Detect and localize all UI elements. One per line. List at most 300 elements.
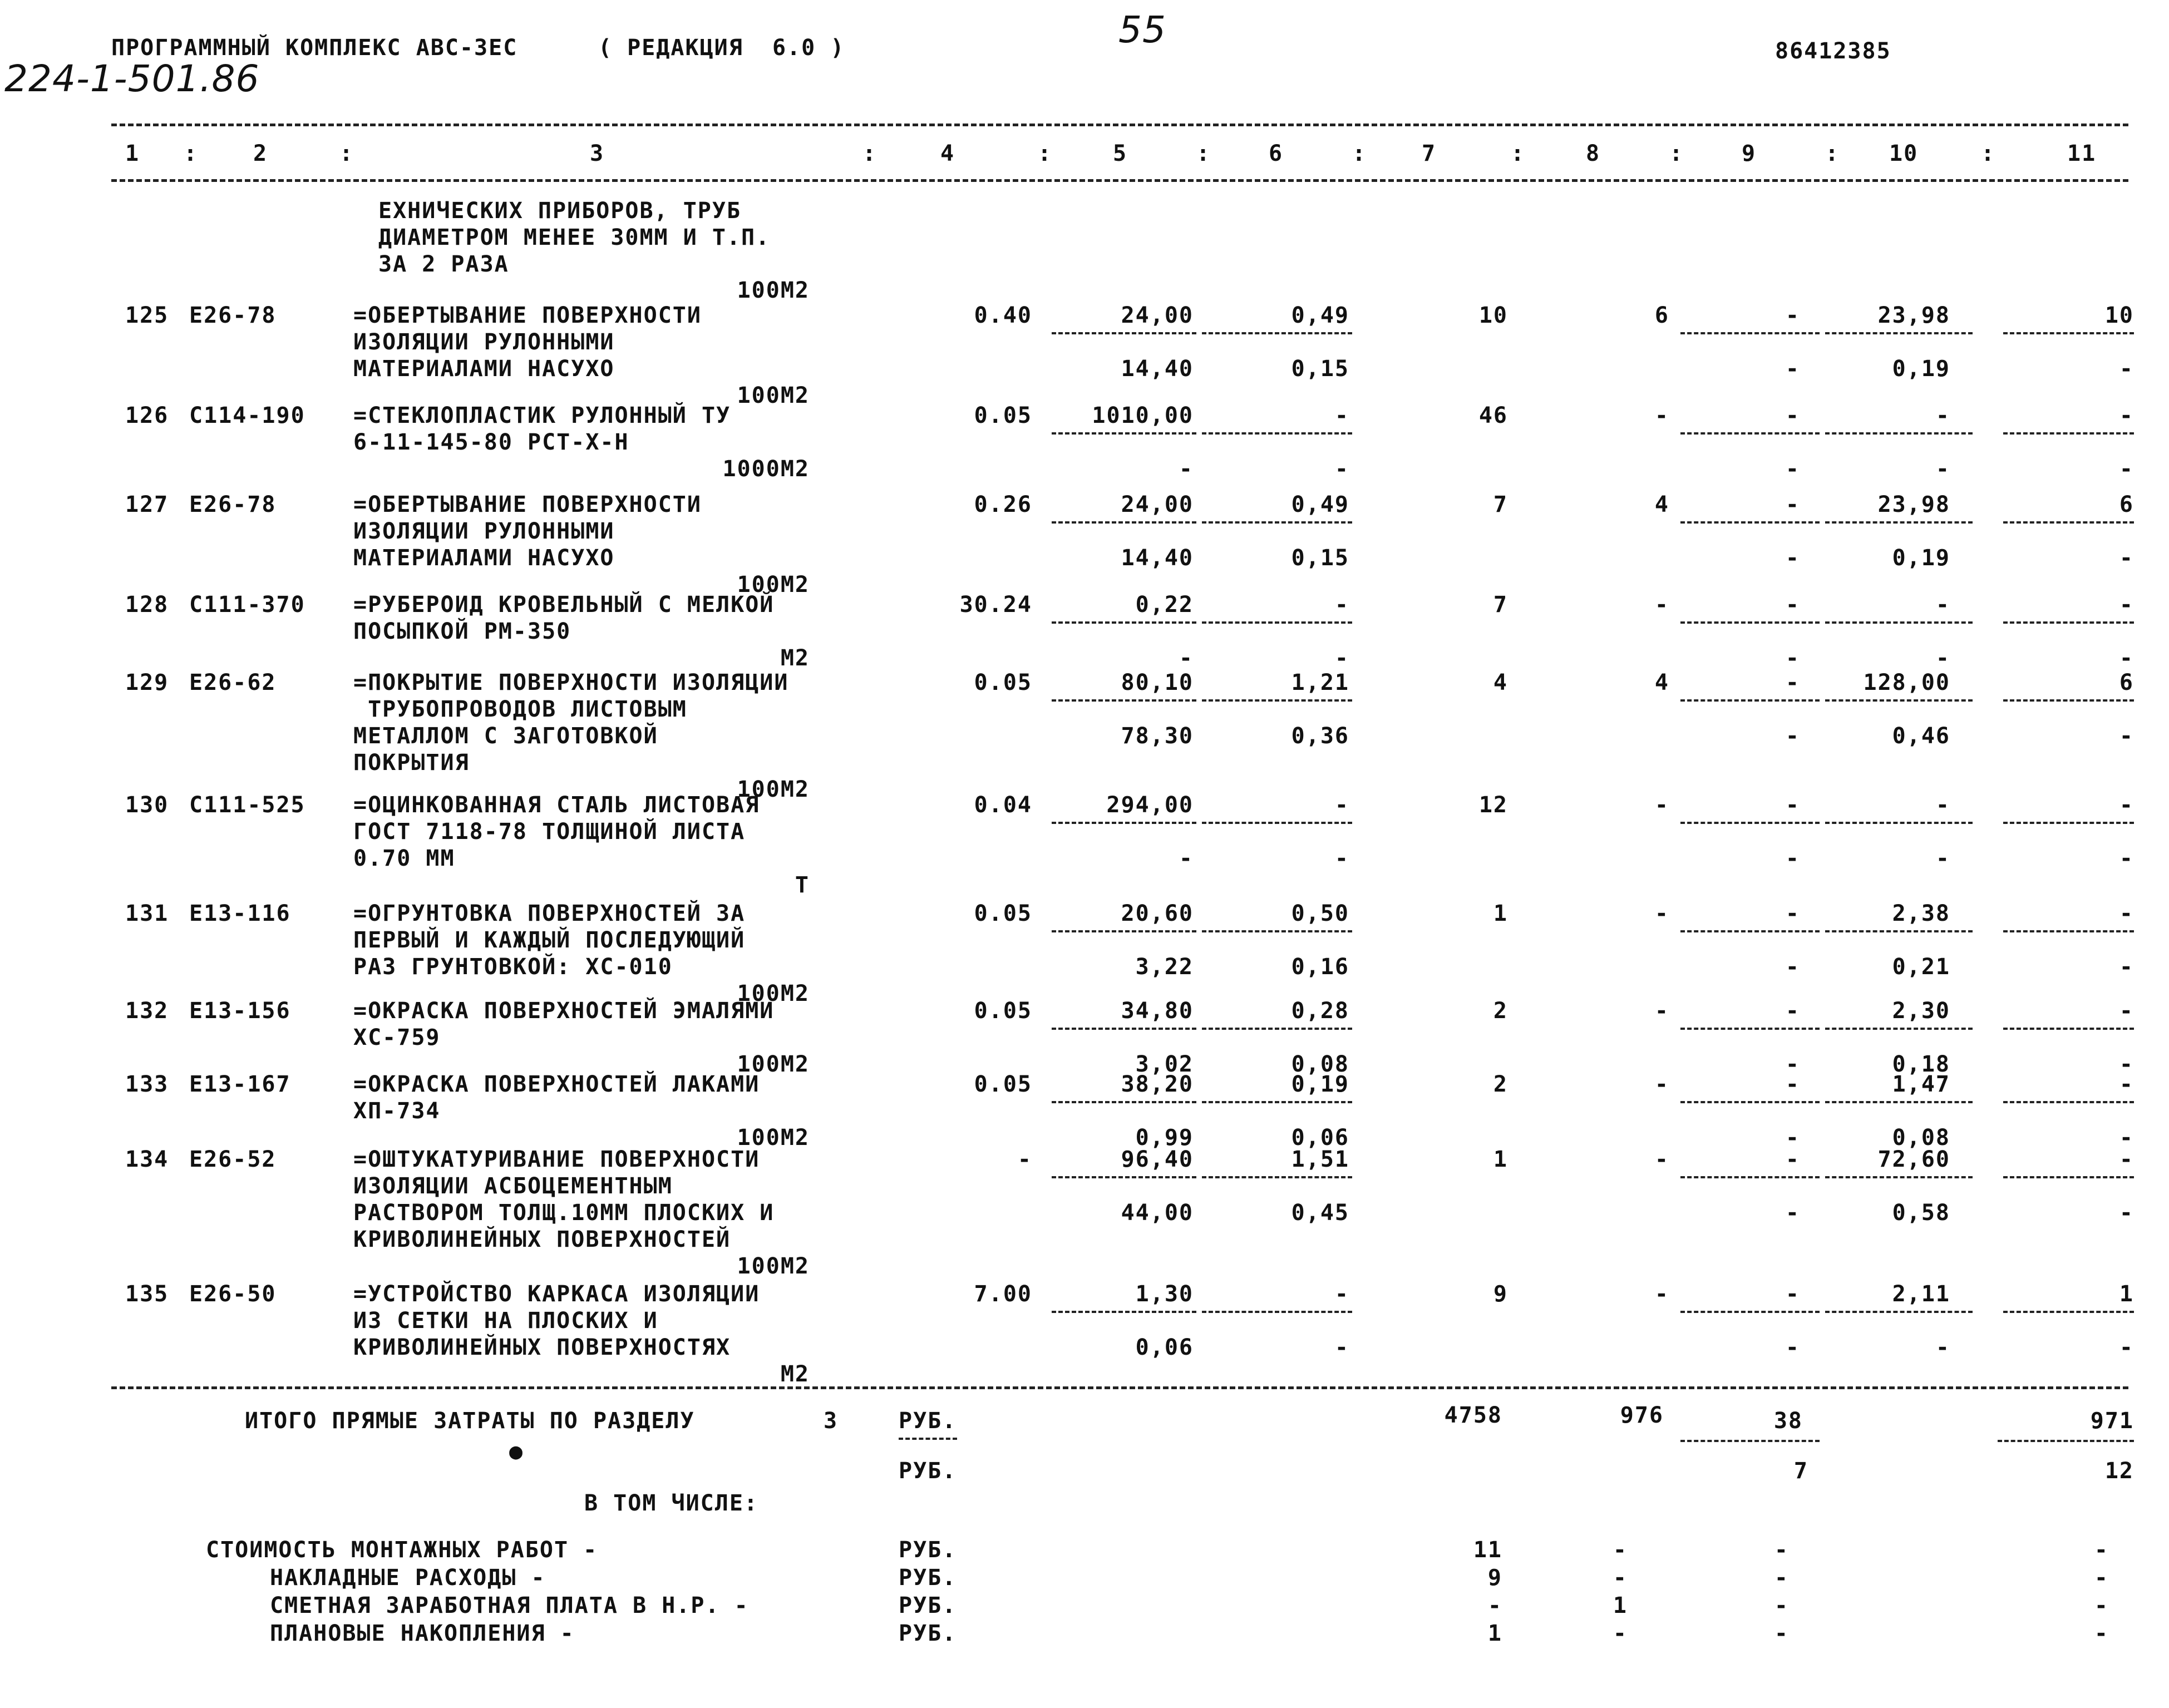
row-unit: 100М2: [737, 383, 810, 408]
row-unit: 100М2: [737, 1125, 810, 1151]
row-description: МАТЕРИАЛАМИ НАСУХО: [353, 545, 615, 571]
sub-separator: [1202, 1311, 1352, 1313]
breakdown-col11: -: [2094, 1537, 2109, 1563]
sub-separator: [1680, 1028, 1820, 1030]
col11-sub-value: -: [2119, 846, 2134, 871]
col5-sub-value: 0,06: [1135, 1335, 1194, 1360]
breakdown-label: ПЛАНОВЫЕ НАКОПЛЕНИЯ -: [270, 1621, 575, 1646]
column-separator: :: [1511, 141, 1526, 166]
column-separator: :: [1196, 141, 1211, 166]
col9-sub-value: -: [1785, 1200, 1800, 1226]
sub-separator: [1052, 1101, 1196, 1103]
sub-separator: [1202, 621, 1352, 624]
col8-value: -: [1654, 403, 1669, 428]
sub-separator: [1998, 1440, 2134, 1442]
breakdown-col9: -: [1774, 1537, 1789, 1563]
col4-value: 0.26: [974, 492, 1032, 517]
col8-value: -: [1654, 1281, 1669, 1307]
column-number: 4: [940, 141, 955, 166]
column-separator: :: [862, 141, 878, 166]
row-description: ПЕРВЫЙ И КАЖДЫЙ ПОСЛЕДУЮЩИЙ: [353, 927, 746, 953]
col10-sub-value: 0,46: [1892, 723, 1950, 749]
breakdown-col7: 9: [1487, 1565, 1502, 1591]
col4-value: 0.05: [974, 998, 1032, 1024]
col9-value: -: [1785, 792, 1800, 818]
col5-value: 80,10: [1121, 670, 1194, 695]
sub-separator: [1052, 699, 1196, 702]
col10-value: 2,38: [1892, 901, 1950, 926]
col11-sub-value: -: [2119, 954, 2134, 980]
col10-sub-value: -: [1935, 1335, 1950, 1360]
breakdown-col8: -: [1613, 1565, 1628, 1591]
col11-value: 6: [2119, 492, 2134, 517]
col7-value: 10: [1478, 303, 1508, 328]
sub-separator: [1052, 332, 1196, 334]
sub-separator: [1202, 432, 1352, 435]
row-description: КРИВОЛИНЕЙНЫХ ПОВЕРХНОСТЯХ: [353, 1335, 731, 1360]
row-number: 135: [125, 1281, 169, 1307]
sub-separator: [1825, 1176, 1973, 1178]
row-description: =ОКРАСКА ПОВЕРХНОСТЕЙ ЛАКАМИ: [353, 1072, 760, 1097]
col10-sub-value: 0,19: [1892, 545, 1950, 571]
sub-separator: [2003, 822, 2134, 824]
column-separator: :: [1669, 141, 1684, 166]
col11-sub-value: -: [2119, 1125, 2134, 1151]
row-description: ПОСЫПКОЙ РМ-350: [353, 619, 571, 644]
col4-value: 7.00: [974, 1281, 1032, 1307]
sub-separator: [1052, 1028, 1196, 1030]
row-description: =ПОКРЫТИЕ ПОВЕРХНОСТИ ИЗОЛЯЦИИ: [353, 670, 789, 695]
sub-separator: [1680, 1176, 1820, 1178]
column-number: 5: [1113, 141, 1128, 166]
col6-sub-value: 0,15: [1291, 545, 1349, 571]
sub-separator: [1202, 822, 1352, 824]
col9-value: -: [1785, 492, 1800, 517]
column-number: 2: [253, 141, 268, 166]
col10-value: 23,98: [1877, 492, 1950, 517]
col6-sub-value: -: [1334, 645, 1349, 671]
col8-value: -: [1654, 998, 1669, 1024]
row-number: 131: [125, 901, 169, 926]
col11-sub-value: -: [2119, 456, 2134, 482]
row-number: 128: [125, 592, 169, 618]
row-description: =ОКРАСКА ПОВЕРХНОСТЕЙ ЭМАЛЯМИ: [353, 998, 775, 1024]
col11-value: 10: [2104, 303, 2134, 328]
column-number: 9: [1742, 141, 1757, 166]
row-description: ХС-759: [353, 1025, 441, 1050]
sub-separator: [2003, 332, 2134, 334]
sub-separator: [1825, 432, 1973, 435]
breakdown-col9: -: [1774, 1565, 1789, 1591]
row-code: Е13-167: [189, 1072, 291, 1097]
totals-section: 3: [824, 1408, 839, 1434]
col10-value: 2,11: [1892, 1281, 1950, 1307]
col9-sub-value: -: [1785, 456, 1800, 482]
breakdown-col11: -: [2094, 1593, 2109, 1618]
row-number: 130: [125, 792, 169, 818]
col4-value: 0.40: [974, 303, 1032, 328]
breakdown-col7: -: [1487, 1593, 1502, 1618]
row-code: С111-370: [189, 592, 305, 618]
col5-value: 34,80: [1121, 998, 1194, 1024]
col10-sub-value: -: [1935, 645, 1950, 671]
col7-value: 2: [1493, 1072, 1508, 1097]
col5-sub-value: 3,02: [1135, 1052, 1194, 1077]
col11-sub-value: -: [2119, 723, 2134, 749]
totals-col11: 971: [2090, 1408, 2134, 1434]
col6-value: 0,49: [1291, 492, 1349, 517]
col5-value: 20,60: [1121, 901, 1194, 926]
sub-separator: [1202, 521, 1352, 524]
col8-value: -: [1654, 592, 1669, 618]
col4-value: -: [1017, 1147, 1032, 1172]
row-number: 133: [125, 1072, 169, 1097]
col10-sub-value: 0,58: [1892, 1200, 1950, 1226]
row-description: =ОШТУКАТУРИВАНИЕ ПОВЕРХНОСТИ: [353, 1147, 760, 1172]
row-unit: 100М2: [737, 981, 810, 1006]
sub-separator: [1202, 1101, 1352, 1103]
row-number: 125: [125, 303, 169, 328]
row-description: =ОБЕРТЫВАНИЕ ПОВЕРХНОСТИ: [353, 492, 702, 517]
col8-value: 6: [1654, 303, 1669, 328]
sub-separator: [1825, 521, 1973, 524]
col10-value: 2,30: [1892, 998, 1950, 1024]
col10-sub-value: 0,19: [1892, 356, 1950, 382]
col4-value: 0.05: [974, 1072, 1032, 1097]
sub-separator: [1825, 1311, 1973, 1313]
row-unit: 100М2: [737, 777, 810, 802]
col5-sub-value: 14,40: [1121, 356, 1194, 382]
row-description: ИЗ СЕТКИ НА ПЛОСКИХ И: [353, 1308, 658, 1334]
row-code: Е13-116: [189, 901, 291, 926]
sub-separator: [1052, 621, 1196, 624]
sub-separator: [2003, 699, 2134, 702]
column-separator: :: [1825, 141, 1840, 166]
sub-separator: [1680, 432, 1820, 435]
totals-col9: 38: [1773, 1408, 1803, 1434]
row-number: 129: [125, 670, 169, 695]
row-unit: М2: [780, 645, 810, 671]
row-description: МЕТАЛЛОМ С ЗАГОТОВКОЙ: [353, 723, 658, 749]
col7-value: 7: [1493, 492, 1508, 517]
sub-separator: [1052, 930, 1196, 932]
col11-value: -: [2119, 901, 2134, 926]
sub-separator: [1825, 930, 1973, 932]
sub-separator: [1202, 1176, 1352, 1178]
column-number: 11: [2067, 141, 2097, 166]
sub-separator: [1202, 1028, 1352, 1030]
col4-value: 0.04: [974, 792, 1032, 818]
row-code: Е26-78: [189, 303, 277, 328]
breakdown-label: СМЕТНАЯ ЗАРАБОТНАЯ ПЛАТА В Н.Р. -: [270, 1593, 749, 1618]
col10-value: -: [1935, 403, 1950, 428]
row-number: 134: [125, 1147, 169, 1172]
totals-unit: РУБ.: [899, 1408, 957, 1434]
totals-unit-2: РУБ.: [899, 1458, 957, 1484]
sub-separator: [1680, 1440, 1820, 1442]
col6-sub-value: 0,15: [1291, 356, 1349, 382]
including-label: В ТОМ ЧИСЛЕ:: [584, 1490, 758, 1516]
col5-sub-value: -: [1179, 456, 1194, 482]
row-unit: Т: [795, 872, 810, 898]
breakdown-col9: -: [1774, 1621, 1789, 1646]
col5-value: 0,22: [1135, 592, 1194, 618]
col6-sub-value: 0,36: [1291, 723, 1349, 749]
row-unit: 100М2: [737, 1052, 810, 1077]
col10-sub-value: -: [1935, 456, 1950, 482]
row-description: ПОКРЫТИЯ: [353, 750, 470, 776]
breakdown-unit: РУБ.: [899, 1621, 957, 1646]
row-number: 127: [125, 492, 169, 517]
sub-separator: [1680, 521, 1820, 524]
col7-value: 7: [1493, 592, 1508, 618]
row-code: Е26-50: [189, 1281, 277, 1307]
totals-col7: 4758: [1444, 1403, 1502, 1428]
sub-separator: [1825, 1101, 1973, 1103]
row-code: С114-190: [189, 403, 305, 428]
col11-sub-value: -: [2119, 645, 2134, 671]
breakdown-unit: РУБ.: [899, 1593, 957, 1618]
col10-value: 1,47: [1892, 1072, 1950, 1097]
col6-value: 0,28: [1291, 998, 1349, 1024]
col9-sub-value: -: [1785, 356, 1800, 382]
breakdown-label: НАКЛАДНЫЕ РАСХОДЫ -: [270, 1565, 546, 1591]
row-code: Е26-52: [189, 1147, 277, 1172]
carry-over-unit: 100М2: [737, 278, 810, 303]
sub-separator: [1825, 621, 1973, 624]
totals-col9-sub: 7: [1793, 1458, 1808, 1484]
row-description: =УСТРОЙСТВО КАРКАСА ИЗОЛЯЦИИ: [353, 1281, 760, 1307]
col11-value: -: [2119, 592, 2134, 618]
breakdown-col7: 1: [1487, 1621, 1502, 1646]
row-description: =РУБЕРОИД КРОВЕЛЬНЫЙ С МЕЛКОЙ: [353, 592, 775, 618]
totals-col11-sub: 12: [2104, 1458, 2134, 1484]
sub-separator: [1052, 1311, 1196, 1313]
col9-sub-value: -: [1785, 1335, 1800, 1360]
sub-separator: [1052, 432, 1196, 435]
sub-separator: [2003, 1101, 2134, 1103]
sub-separator: [1680, 332, 1820, 334]
row-description: МАТЕРИАЛАМИ НАСУХО: [353, 356, 615, 382]
program-title: ПРОГРАММНЫЙ КОМПЛЕКС АВС-ЗЕС: [111, 35, 518, 61]
sub-separator: [1680, 1311, 1820, 1313]
col5-sub-value: 78,30: [1121, 723, 1194, 749]
col11-sub-value: -: [2119, 1335, 2134, 1360]
sub-separator: [1825, 822, 1973, 824]
sub-separator: [1680, 930, 1820, 932]
col11-sub-value: -: [2119, 356, 2134, 382]
sub-separator: [1680, 1101, 1820, 1103]
col8-value: -: [1654, 1072, 1669, 1097]
row-description: РАСТВОРОМ ТОЛЩ.10ММ ПЛОСКИХ И: [353, 1200, 775, 1226]
sub-separator: [1680, 699, 1820, 702]
col5-sub-value: 14,40: [1121, 545, 1194, 571]
sub-separator: [2003, 432, 2134, 435]
col6-value: -: [1334, 1281, 1349, 1307]
breakdown-col8: -: [1613, 1621, 1628, 1646]
col10-value: 72,60: [1877, 1147, 1950, 1172]
col10-sub-value: 0,08: [1892, 1125, 1950, 1151]
breakdown-col11: -: [2094, 1565, 2109, 1591]
col9-sub-value: -: [1785, 545, 1800, 571]
column-separator: :: [184, 141, 199, 166]
col5-sub-value: -: [1179, 645, 1194, 671]
totals-top-rule: [111, 1386, 2128, 1389]
col6-sub-value: 0,06: [1291, 1125, 1349, 1151]
column-number: 10: [1889, 141, 1919, 166]
col11-value: -: [2119, 998, 2134, 1024]
breakdown-col11: -: [2094, 1621, 2109, 1646]
col8-value: -: [1654, 901, 1669, 926]
col9-value: -: [1785, 303, 1800, 328]
row-description: ИЗОЛЯЦИИ РУЛОННЫМИ: [353, 519, 615, 544]
col5-value: 1010,00: [1092, 403, 1194, 428]
carry-over-line: ДИАМЕТРОМ МЕНЕЕ 30ММ И Т.П.: [378, 225, 771, 250]
row-unit: 1000М2: [722, 456, 810, 482]
col10-sub-value: -: [1935, 846, 1950, 871]
header-bottom-rule: [111, 179, 2128, 182]
col5-value: 38,20: [1121, 1072, 1194, 1097]
col9-sub-value: -: [1785, 645, 1800, 671]
column-number: 6: [1269, 141, 1284, 166]
col11-value: -: [2119, 403, 2134, 428]
row-description: ИЗОЛЯЦИИ РУЛОННЫМИ: [353, 329, 615, 355]
col7-value: 46: [1478, 403, 1508, 428]
col5-value: 294,00: [1106, 792, 1194, 818]
sub-separator: [2003, 621, 2134, 624]
row-description: РАЗ ГРУНТОВКОЙ: ХС-010: [353, 954, 673, 980]
col11-value: -: [2119, 1147, 2134, 1172]
row-code: С111-525: [189, 792, 305, 818]
col8-value: -: [1654, 1147, 1669, 1172]
col9-value: -: [1785, 998, 1800, 1024]
col11-sub-value: -: [2119, 1200, 2134, 1226]
column-separator: :: [1038, 141, 1053, 166]
row-description: =ОГРУНТОВКА ПОВЕРХНОСТЕЙ ЗА: [353, 901, 746, 926]
col10-sub-value: 0,18: [1892, 1052, 1950, 1077]
col6-sub-value: 0,16: [1291, 954, 1349, 980]
row-code: Е13-156: [189, 998, 291, 1024]
sub-separator: [1680, 822, 1820, 824]
breakdown-col8: 1: [1613, 1593, 1628, 1618]
col5-value: 24,00: [1121, 492, 1194, 517]
col6-sub-value: -: [1334, 846, 1349, 871]
row-unit: 100М2: [737, 572, 810, 598]
col5-value: 96,40: [1121, 1147, 1194, 1172]
row-description: =ОБЕРТЫВАНИЕ ПОВЕРХНОСТИ: [353, 303, 702, 328]
row-unit: М2: [780, 1361, 810, 1387]
sub-separator: [1052, 1176, 1196, 1178]
col9-value: -: [1785, 592, 1800, 618]
edition: ( РЕДАКЦИЯ 6.0 ): [598, 35, 845, 61]
header-top-rule: [111, 124, 2128, 126]
col9-value: -: [1785, 1281, 1800, 1307]
col6-value: 0,50: [1291, 901, 1349, 926]
row-code: Е26-78: [189, 492, 277, 517]
col9-sub-value: -: [1785, 1125, 1800, 1151]
sub-separator: [1202, 332, 1352, 334]
row-number: 132: [125, 998, 169, 1024]
carry-over-line: ЕХНИЧЕСКИХ ПРИБОРОВ, ТРУБ: [378, 198, 742, 224]
sub-separator: [1202, 699, 1352, 702]
sub-separator: [1052, 521, 1196, 524]
col8-value: -: [1654, 792, 1669, 818]
row-description: 0.70 ММ: [353, 846, 455, 871]
sub-separator: [2003, 930, 2134, 932]
col6-value: -: [1334, 792, 1349, 818]
col4-value: 0.05: [974, 901, 1032, 926]
col10-sub-value: 0,21: [1892, 954, 1950, 980]
row-description: 6-11-145-80 РСТ-Х-Н: [353, 430, 629, 455]
row-description: ИЗОЛЯЦИИ АСБОЦЕМЕНТНЫМ: [353, 1173, 673, 1199]
col9-sub-value: -: [1785, 1052, 1800, 1077]
sub-separator: [1052, 822, 1196, 824]
col6-sub-value: -: [1334, 456, 1349, 482]
totals-col8: 976: [1620, 1403, 1664, 1428]
col11-sub-value: -: [2119, 545, 2134, 571]
col11-value: 6: [2119, 670, 2134, 695]
sub-separator: [1202, 930, 1352, 932]
col6-value: 1,51: [1291, 1147, 1349, 1172]
col7-value: 1: [1493, 1147, 1508, 1172]
col9-value: -: [1785, 1147, 1800, 1172]
sub-separator: [1825, 699, 1973, 702]
col4-value: 0.05: [974, 403, 1032, 428]
col7-value: 12: [1478, 792, 1508, 818]
unit-separator: [899, 1438, 957, 1440]
col8-value: 4: [1654, 492, 1669, 517]
col10-value: -: [1935, 792, 1950, 818]
col6-sub-value: 0,08: [1291, 1052, 1349, 1077]
col6-value: -: [1334, 403, 1349, 428]
sub-separator: [2003, 521, 2134, 524]
col6-sub-value: -: [1334, 1335, 1349, 1360]
col4-value: 0.05: [974, 670, 1032, 695]
col9-sub-value: -: [1785, 846, 1800, 871]
col6-value: 0,49: [1291, 303, 1349, 328]
breakdown-col7: 11: [1473, 1537, 1502, 1563]
column-number: 3: [590, 141, 605, 166]
column-number: 1: [125, 141, 140, 166]
col9-sub-value: -: [1785, 954, 1800, 980]
col5-sub-value: 44,00: [1121, 1200, 1194, 1226]
row-description: ТРУБОПРОВОДОВ ЛИСТОВЫМ: [353, 697, 687, 722]
col11-sub-value: -: [2119, 1052, 2134, 1077]
row-number: 126: [125, 403, 169, 428]
carry-over-line: ЗА 2 РАЗА: [378, 251, 509, 277]
breakdown-col8: -: [1613, 1537, 1628, 1563]
col9-value: -: [1785, 403, 1800, 428]
row-description: КРИВОЛИНЕЙНЫХ ПОВЕРХНОСТЕЙ: [353, 1227, 731, 1252]
col5-sub-value: 0,99: [1135, 1125, 1194, 1151]
col6-value: -: [1334, 592, 1349, 618]
col4-value: 30.24: [959, 592, 1032, 618]
column-separator: :: [1352, 141, 1367, 166]
col11-value: -: [2119, 1072, 2134, 1097]
breakdown-col9: -: [1774, 1593, 1789, 1618]
col8-value: 4: [1654, 670, 1669, 695]
col5-sub-value: 3,22: [1135, 954, 1194, 980]
sub-separator: [1825, 332, 1973, 334]
totals-bullet: ●: [509, 1439, 524, 1464]
row-description: ХП-734: [353, 1098, 441, 1124]
col10-value: 23,98: [1877, 303, 1950, 328]
row-description: =СТЕКЛОПЛАСТИК РУЛОННЫЙ ТУ: [353, 403, 731, 428]
col9-value: -: [1785, 901, 1800, 926]
breakdown-label: СТОИМОСТЬ МОНТАЖНЫХ РАБОТ -: [206, 1537, 598, 1563]
row-description: ГОСТ 7118-78 ТОЛЩИНОЙ ЛИСТА: [353, 819, 746, 845]
col7-value: 1: [1493, 901, 1508, 926]
